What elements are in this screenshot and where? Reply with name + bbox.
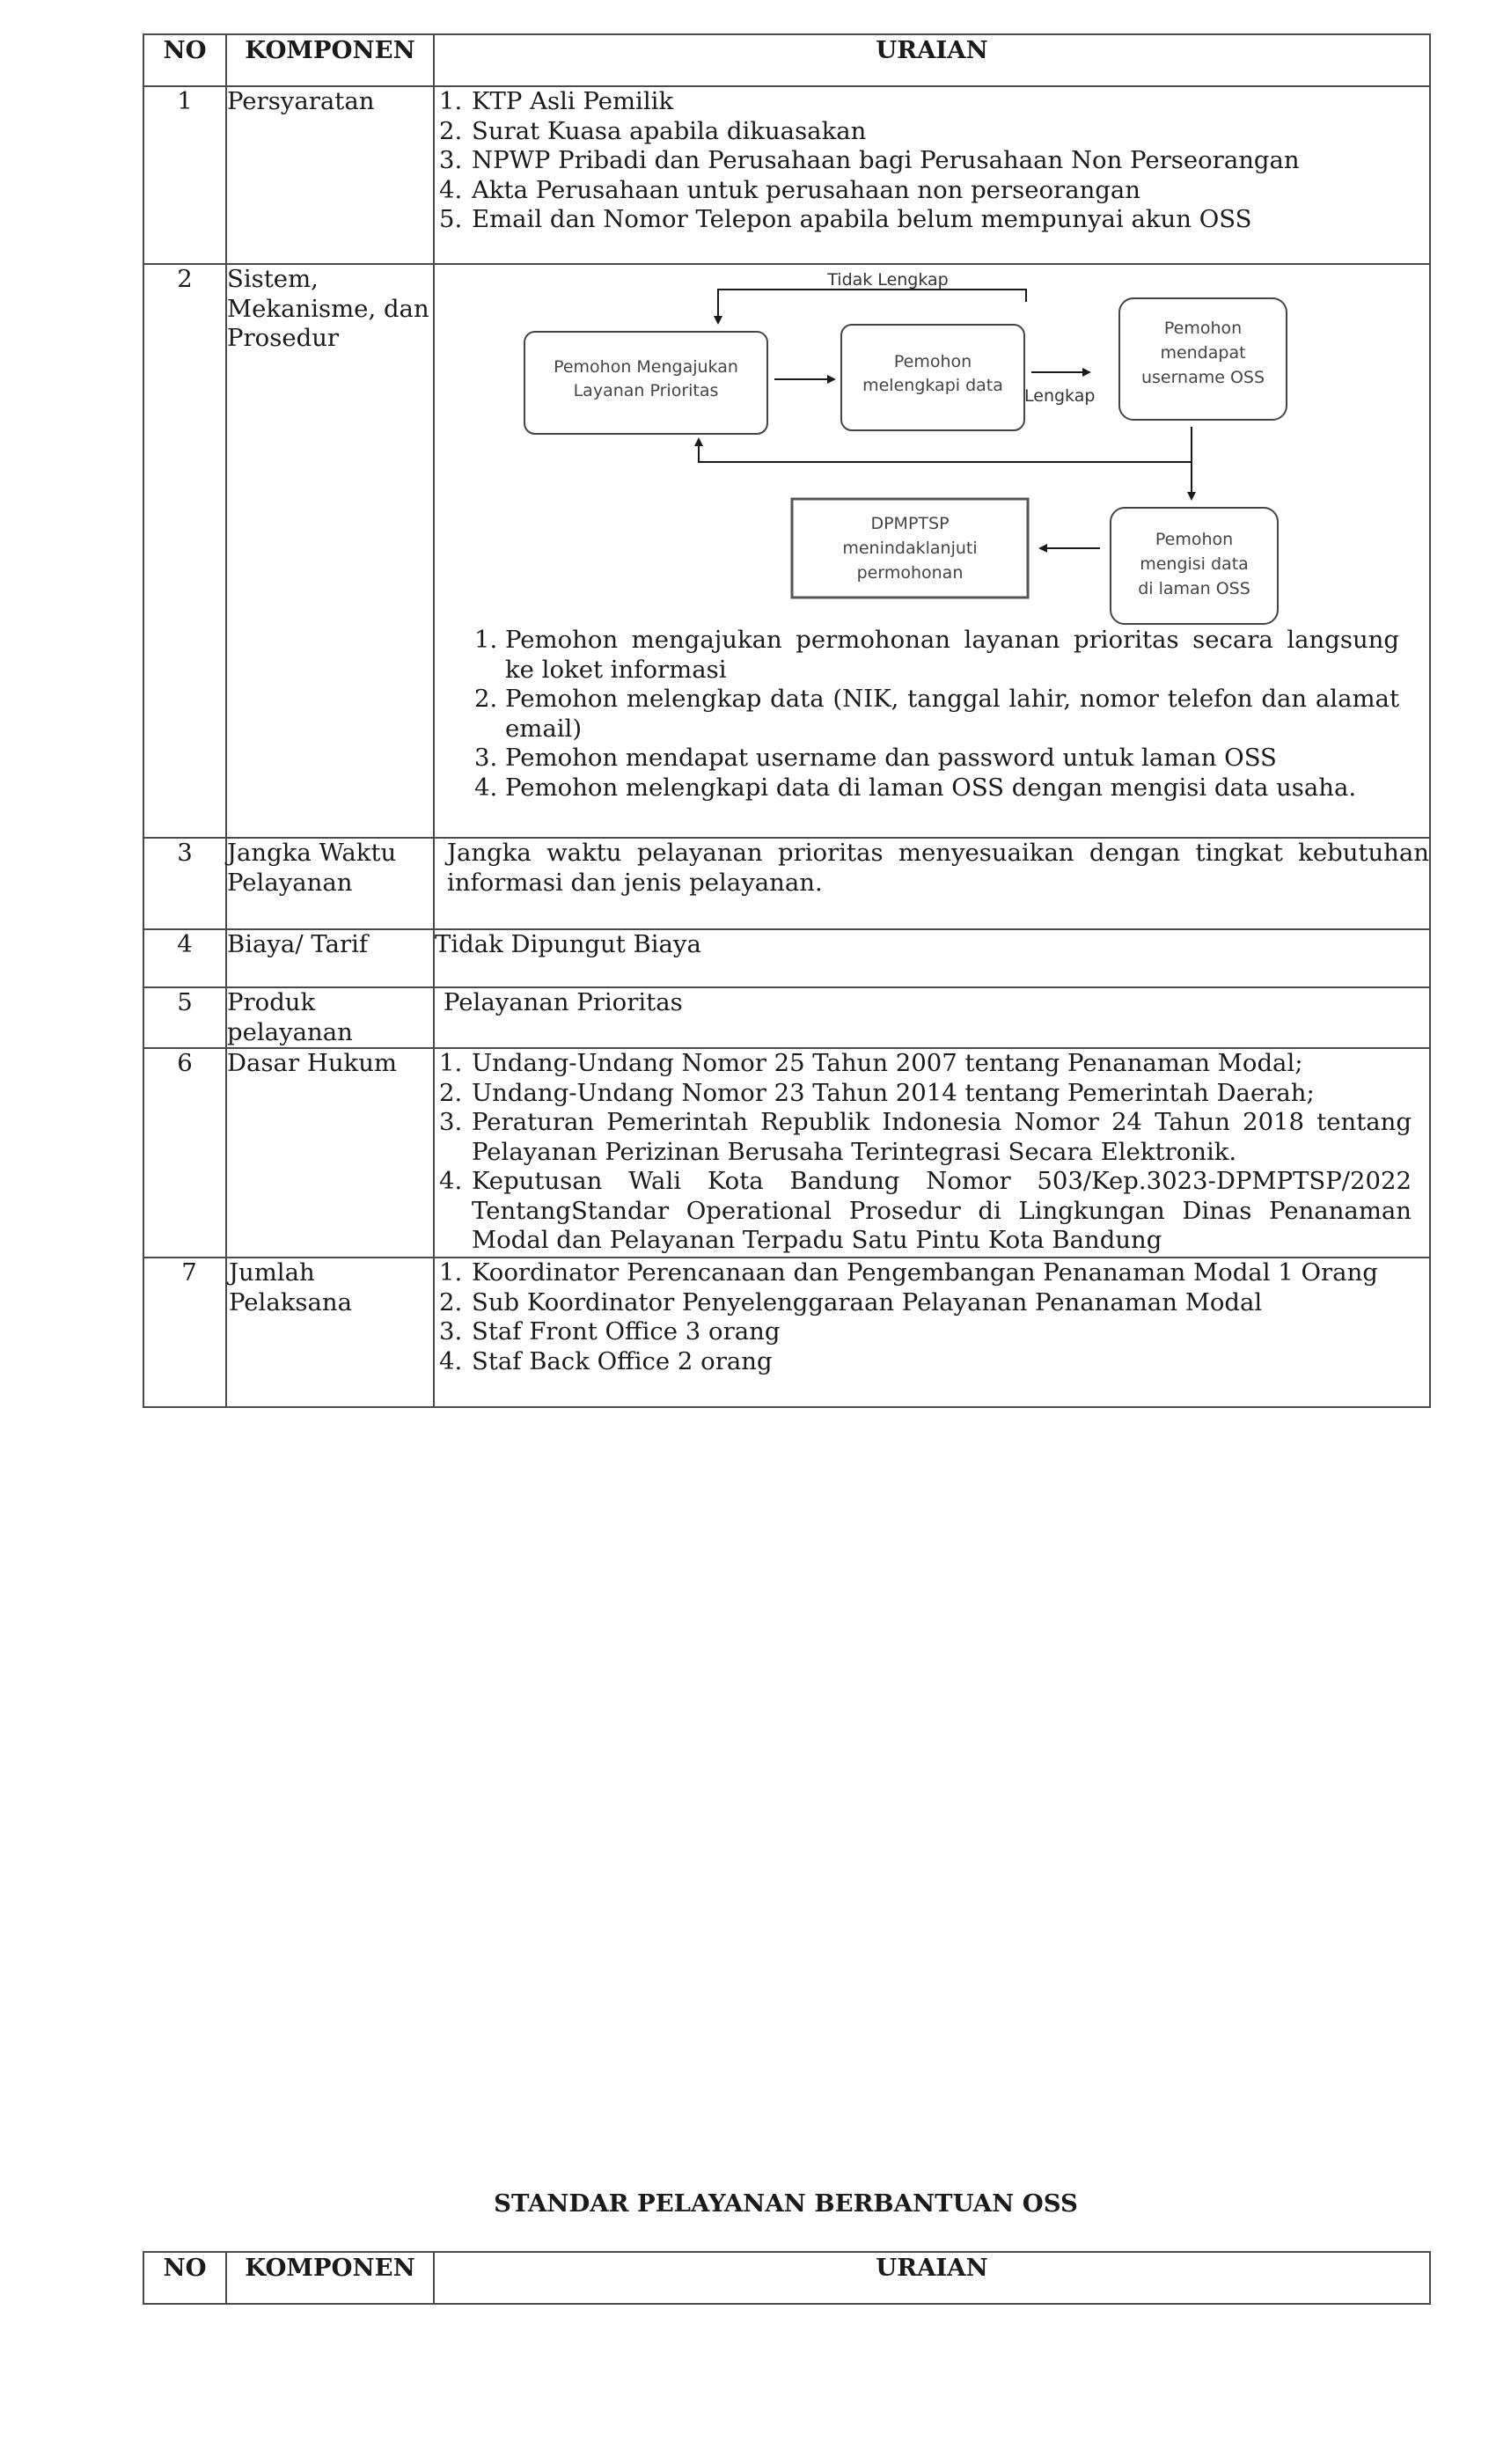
row-uraian	[434, 1258, 1430, 1407]
list-item: 4. Staf Back Office 2 orang	[470, 1347, 1429, 1377]
tidak-lengkap-label: Tidak Lengkap	[827, 270, 949, 290]
procedure-flowchart	[435, 265, 1427, 626]
row-number: 1	[143, 86, 226, 264]
table-row	[143, 929, 1430, 987]
product-text: Pelayanan Prioritas	[444, 988, 683, 1016]
service-duration-text: Jangka waktu pelayanan prioritas menyesuaikan dengan tingkat kebutuhan informasi dan jenis pelayanan.	[447, 839, 1429, 897]
flow-box-label: username OSS	[1140, 368, 1265, 387]
flow-box-label: permohonan	[856, 563, 964, 583]
list-item: 1. Koordinator Perencanaan dan Pengembangan Penanaman Modal 1 Orang	[470, 1258, 1429, 1288]
list-item: 1. Pemohon mengajukan permohonan layanan prioritas secara langsung ke loket informasi	[505, 626, 1399, 685]
row-uraian	[434, 838, 1430, 929]
row-number: 3	[143, 838, 226, 929]
row-uraian	[434, 929, 1430, 987]
lengkap-label: Lengkap	[1024, 386, 1096, 406]
table-row	[143, 1258, 1430, 1407]
table-row	[143, 86, 1430, 264]
header-komponen: KOMPONEN	[226, 34, 434, 86]
flow-box-label: mendapat	[1160, 343, 1246, 363]
flow-box-label: Pemohon	[893, 352, 972, 371]
flow-box-label: Layanan Prioritas	[573, 381, 719, 400]
header-komponen: KOMPONEN	[226, 2252, 434, 2304]
header-no: NO	[143, 2252, 226, 2304]
requirements-list	[435, 87, 1429, 235]
row-number: 4	[143, 929, 226, 987]
list-item: 1. KTP Asli Pemilik	[470, 87, 1429, 117]
legal-basis-list	[435, 1049, 1412, 1256]
row-uraian	[434, 264, 1430, 838]
table-row	[143, 987, 1430, 1048]
flow-box-label: Pemohon	[1155, 530, 1234, 549]
row-number: 6	[143, 1048, 226, 1258]
list-item: 3. Pemohon mendapat username dan password untuk laman OSS	[505, 744, 1399, 774]
header-uraian: URAIAN	[434, 34, 1430, 86]
flow-box-label: DPMPTSP	[870, 514, 950, 533]
row-komponen: Produk pelayanan	[226, 987, 434, 1048]
flow-box-label: di laman OSS	[1138, 579, 1250, 598]
row-komponen: Jumlah Pelaksana	[226, 1258, 434, 1407]
row-uraian	[434, 987, 1430, 1048]
list-item: 2. Surat Kuasa apabila dikuasakan	[470, 117, 1429, 147]
list-item: 3. Staf Front Office 3 orang	[470, 1317, 1429, 1347]
row-uraian	[434, 86, 1430, 264]
table-row	[143, 1048, 1430, 1258]
row-number: 2	[143, 264, 226, 838]
flow-box-label: Pemohon	[1163, 319, 1243, 338]
list-item: 4. Pemohon melengkapi data di laman OSS dengan mengisi data usaha.	[505, 774, 1399, 803]
list-item: 2. Undang-Undang Nomor 23 Tahun 2014 tentang Pemerintah Daerah;	[470, 1079, 1412, 1109]
tidak-lengkap-connector	[718, 290, 1026, 323]
table-header-row	[143, 2252, 1430, 2304]
fee-text: Tidak Dipungut Biaya	[435, 930, 701, 958]
row-komponen: Jangka Waktu Pelayanan	[226, 838, 434, 929]
list-item: 1. Undang-Undang Nomor 25 Tahun 2007 tentang Penanaman Modal;	[470, 1049, 1412, 1079]
row-komponen: Sistem, Mekanisme, dan Prosedur	[226, 264, 434, 838]
header-no: NO	[143, 34, 226, 86]
table-row	[143, 264, 1430, 838]
table-row	[143, 838, 1430, 929]
list-item: 2. Sub Koordinator Penyelenggaraan Pelayanan Penanaman Modal	[470, 1288, 1429, 1318]
table-header-row	[143, 34, 1430, 86]
header-uraian: URAIAN	[434, 2252, 1430, 2304]
staff-list	[435, 1258, 1429, 1376]
procedure-steps-list	[472, 626, 1399, 803]
list-item: 2. Pemohon melengkap data (NIK, tanggal lahir, nomor telefon dan alamat email)	[505, 685, 1399, 744]
return-connector	[699, 439, 1192, 462]
flow-box-label: mengisi data	[1140, 554, 1249, 574]
section-title: STANDAR PELAYANAN BERBANTUAN OSS	[494, 2189, 1078, 2218]
flow-box-label: Pemohon Mengajukan	[554, 357, 738, 377]
flow-box-label: melengkapi data	[862, 376, 1003, 395]
service-standard-table	[143, 33, 1431, 1408]
row-komponen: Biaya/ Tarif	[226, 929, 434, 987]
row-komponen: Persyaratan	[226, 86, 434, 264]
row-komponen: Dasar Hukum	[226, 1048, 434, 1258]
list-item: 4. Akta Perusahaan untuk perusahaan non perseorangan	[470, 176, 1429, 206]
list-item: 3. NPWP Pribadi dan Perusahaan bagi Perusahaan Non Perseorangan	[470, 146, 1429, 176]
flow-box-label: menindaklanjuti	[842, 539, 978, 558]
list-item: 5. Email dan Nomor Telepon apabila belum mempunyai akun OSS	[470, 205, 1429, 235]
row-uraian	[434, 1048, 1430, 1258]
oss-assisted-table	[143, 2251, 1431, 2305]
list-item: 3. Peraturan Pemerintah Republik Indonesia Nomor 24 Tahun 2018 tentang Pelayanan Perizinan Berusaha Terintegrasi Secara Elektronik.	[470, 1108, 1412, 1167]
list-item: 4. Keputusan Wali Kota Bandung Nomor 503/Kep.3023-DPMPTSP/2022 TentangStandar Operational Prosedur di Lingkungan Dinas Penanaman Modal dan Pelayanan Terpadu Satu Pintu Kota Bandung	[470, 1167, 1412, 1256]
row-number: 7	[143, 1258, 226, 1407]
row-number: 5	[143, 987, 226, 1048]
